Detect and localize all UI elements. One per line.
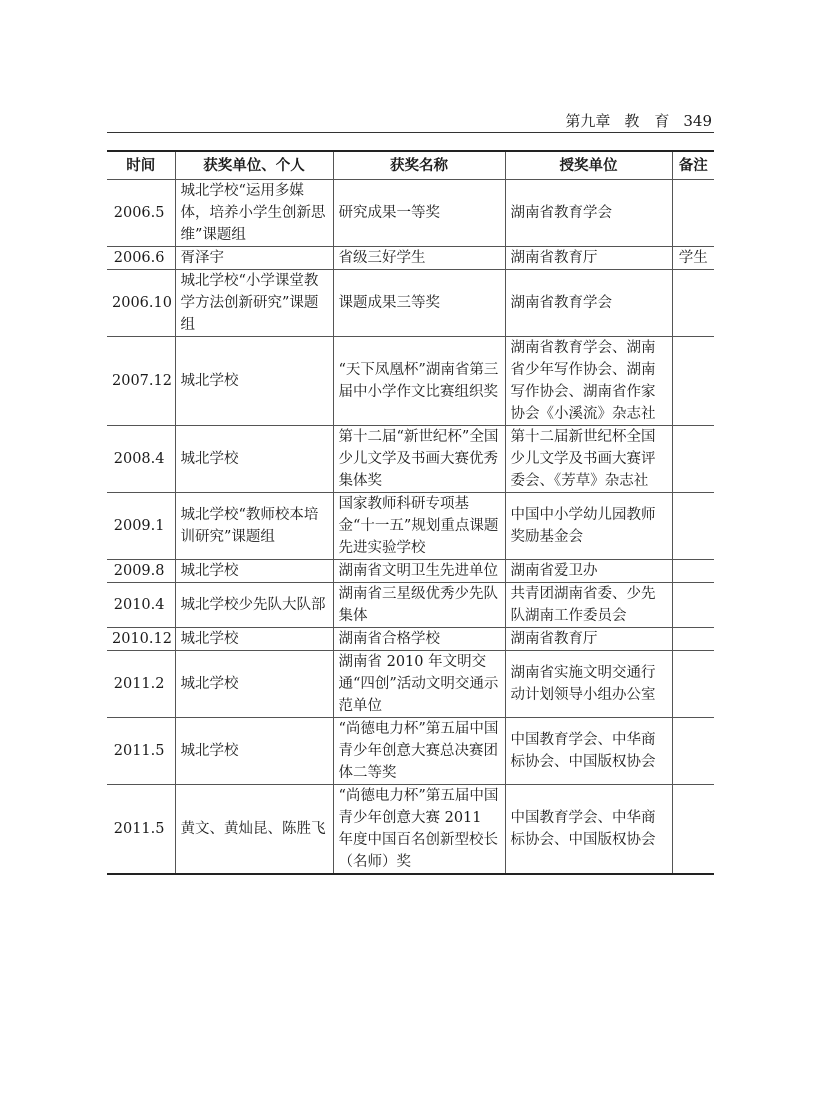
cell-time: 2011.5 [107,718,175,785]
cell-grantor: 共青团湖南省委、少先队湖南工作委员会 [505,583,672,628]
cell-award: 湖南省三星级优秀少先队集体 [333,583,505,628]
cell-time: 2008.4 [107,426,175,493]
cell-grantor: 中国教育学会、中华商标协会、中国版权协会 [505,718,672,785]
cell-grantor: 中国教育学会、中华商标协会、中国版权协会 [505,785,672,875]
cell-note [672,180,714,247]
table-row [107,337,714,426]
cell-grantor: 湖南省教育学会、湖南省少年写作协会、湖南写作协会、湖南省作家协会《小溪流》杂志社 [505,337,672,426]
cell-award: 湖南省 2010 年文明交通“四创”活动文明交通示范单位 [333,651,505,718]
cell-grantor: 湖南省教育学会 [505,180,672,247]
cell-note: 学生 [672,247,714,270]
table-header-row [107,151,714,180]
cell-time: 2006.5 [107,180,175,247]
cell-award: 湖南省合格学校 [333,628,505,651]
awards-table [107,150,714,875]
table-row [107,180,714,247]
cell-recipient: 城北学校 [175,718,333,785]
cell-recipient: 城北学校“教师校本培训研究”课题组 [175,493,333,560]
table-row [107,785,714,875]
cell-note [672,560,714,583]
cell-time: 2010.12 [107,628,175,651]
page-number: 349 [683,112,712,130]
cell-recipient: 城北学校 [175,337,333,426]
cell-time: 2011.5 [107,785,175,875]
chapter-title: 教 育 [624,112,670,130]
cell-time: 2007.12 [107,337,175,426]
table-row [107,560,714,583]
cell-award: 国家教师科研专项基金“十一五”规划重点课题先进实验学校 [333,493,505,560]
cell-grantor: 第十二届新世纪杯全国少儿文学及书画大赛评委会、《芳草》杂志社 [505,426,672,493]
cell-note [672,651,714,718]
cell-time: 2011.2 [107,651,175,718]
cell-award: 研究成果一等奖 [333,180,505,247]
cell-grantor: 湖南省实施文明交通行动计划领导小组办公室 [505,651,672,718]
cell-recipient: 城北学校 [175,651,333,718]
cell-grantor: 湖南省教育厅 [505,628,672,651]
cell-grantor: 湖南省教育厅 [505,247,672,270]
cell-note [672,718,714,785]
cell-recipient: 胥泽宇 [175,247,333,270]
cell-note [672,583,714,628]
cell-grantor: 中国中小学幼儿园教师奖励基金会 [505,493,672,560]
cell-award: 课题成果三等奖 [333,270,505,337]
cell-award: 湖南省文明卫生先进单位 [333,560,505,583]
cell-recipient: 城北学校“运用多媒体，培养小学生创新思维”课题组 [175,180,333,247]
cell-note [672,270,714,337]
column-header-note: 备注 [672,151,714,180]
cell-time: 2009.1 [107,493,175,560]
cell-time: 2006.6 [107,247,175,270]
chapter-label: 第九章 [565,112,611,130]
cell-note [672,628,714,651]
cell-time: 2006.10 [107,270,175,337]
cell-grantor: 湖南省爱卫办 [505,560,672,583]
column-header-recipient: 获奖单位、个人 [175,151,333,180]
cell-award: “尚德电力杯”第五届中国青少年创意大赛总决赛团体二等奖 [333,718,505,785]
cell-award: “尚德电力杯”第五届中国青少年创意大赛 2011 年度中国百名创新型校长（名师）奖 [333,785,505,875]
cell-note [672,785,714,875]
table-row [107,426,714,493]
cell-grantor: 湖南省教育学会 [505,270,672,337]
table-row [107,718,714,785]
table-row [107,493,714,560]
cell-time: 2010.4 [107,583,175,628]
table-row [107,651,714,718]
column-header-award: 获奖名称 [333,151,505,180]
running-header [107,108,714,133]
cell-recipient: 城北学校 [175,426,333,493]
cell-time: 2009.8 [107,560,175,583]
table-row [107,628,714,651]
table-row [107,583,714,628]
cell-recipient: 城北学校 [175,560,333,583]
table-row [107,247,714,270]
cell-award: 省级三好学生 [333,247,505,270]
cell-note [672,426,714,493]
table-row [107,270,714,337]
cell-recipient: 城北学校少先队大队部 [175,583,333,628]
cell-award: “天下凤凰杯”湖南省第三届中小学作文比赛组织奖 [333,337,505,426]
cell-note [672,493,714,560]
column-header-grantor: 授奖单位 [505,151,672,180]
cell-recipient: 城北学校 [175,628,333,651]
header-text [551,110,712,131]
cell-note [672,337,714,426]
cell-recipient: 黄文、黄灿昆、陈胜飞 [175,785,333,875]
cell-award: 第十二届“新世纪杯”全国少儿文学及书画大赛优秀集体奖 [333,426,505,493]
column-header-time: 时间 [107,151,175,180]
cell-recipient: 城北学校“小学课堂教学方法创新研究”课题组 [175,270,333,337]
